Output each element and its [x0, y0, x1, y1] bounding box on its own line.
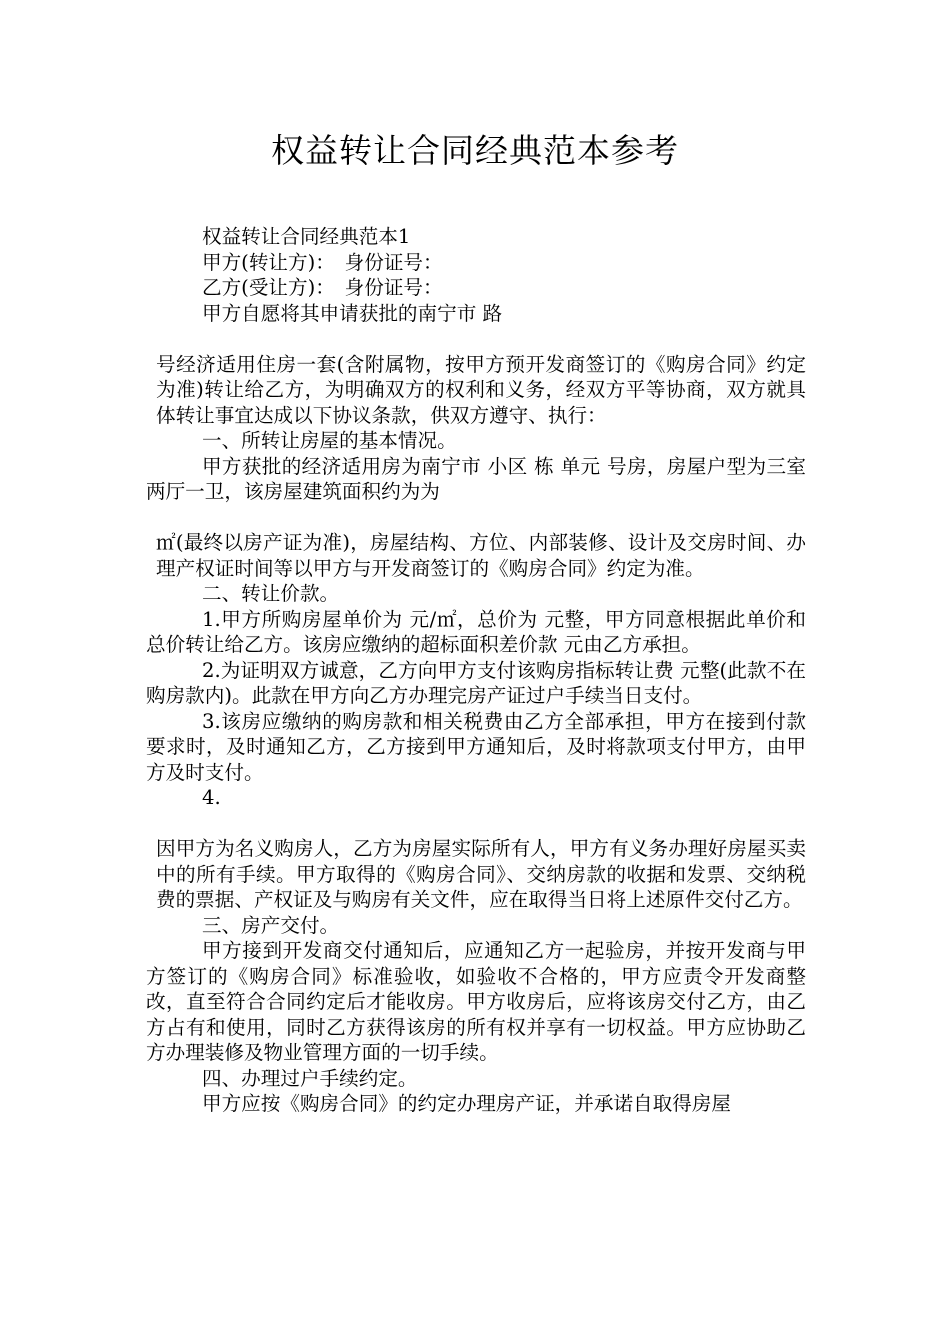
document-body: [146, 224, 806, 1117]
clause-2-4: 4.: [202, 786, 221, 809]
paragraph-transfer: 甲方应按《购房合同》的约定办理房产证，并承诺自取得房屋: [202, 1092, 732, 1115]
paragraph-delivery: 甲方接到开发商交付通知后，应通知乙方一起验房，并按开发商与甲方签订的《购房合同》标准验收，如验收不合格的，甲方应责令开发商整改，直至符合合同约定后才能收房。甲方收房后，应将该房交付乙方，由乙方占有和使用，同时乙方获得该房的所有权并享有一切权益。甲方应协助乙方办理装修及物业管理方面的一切手续。: [146, 939, 806, 1064]
paragraph-party-b: 乙方(受让方)： 身份证号：: [202, 276, 443, 299]
paragraph-intro-continued: 号经济适用住房一套(含附属物，按甲方预开发商签订的《购房合同》约定为准)转让给乙方，为明确双方的权利和义务，经双方平等协商，双方就具体转让事宜达成以下协议条款，供双方遵守、执行：: [156, 352, 806, 427]
paragraph-house-info-continued: ㎡(最终以房产证为准)，房屋结构、方位、内部装修、设计及交房时间、办理产权证时间等以甲方与开发商签订的《购房合同》约定为准。: [156, 531, 806, 580]
paragraph-heading: 权益转让合同经典范本1: [202, 225, 411, 248]
section-heading-1: 一、所转让房屋的基本情况。: [202, 429, 457, 452]
section-heading-3: 三、房产交付。: [202, 913, 340, 937]
section-heading-2: 二、转让价款。: [202, 582, 340, 605]
clause-2-4-continued: 因甲方为名义购房人，乙方为房屋实际所有人，甲方有义务办理好房屋买卖中的所有手续。甲方取得的《购房合同》、交纳房款的收据和发票、交纳税费的票据、产权证及与购房有关文件，应在取得当日将上述原件交付乙方。: [156, 837, 806, 911]
clause-2-1: 1.甲方所购房屋单价为 元/㎡，总价为 元整，甲方同意根据此单价和总价转让给乙方。该房应缴纳的超标面积差价款 元由乙方承担。: [146, 607, 806, 656]
paragraph-intro: 甲方自愿将其申请获批的南宁市 路: [202, 301, 503, 325]
section-heading-4: 四、办理过户手续约定。: [202, 1066, 418, 1090]
document-title: 权益转让合同经典范本参考: [271, 131, 679, 170]
paragraph-party-a: 甲方(转让方)： 身份证号：: [202, 250, 443, 274]
paragraph-house-info: 甲方获批的经济适用房为南宁市 小区 栋 单元 号房，房屋户型为三室两厅一卫，该房屋建筑面积约为为: [146, 454, 806, 503]
clause-2-3: 3.该房应缴纳的购房款和相关税费由乙方全部承担，甲方在接到付款要求时，及时通知乙方，乙方接到甲方通知后，及时将款项支付甲方，由甲方及时支付。: [146, 709, 806, 784]
clause-2-2: 2.为证明双方诚意，乙方向甲方支付该购房指标转让费 元整(此款不在购房款内)。此款在甲方向乙方办理完房产证过户手续当日支付。: [146, 658, 806, 707]
